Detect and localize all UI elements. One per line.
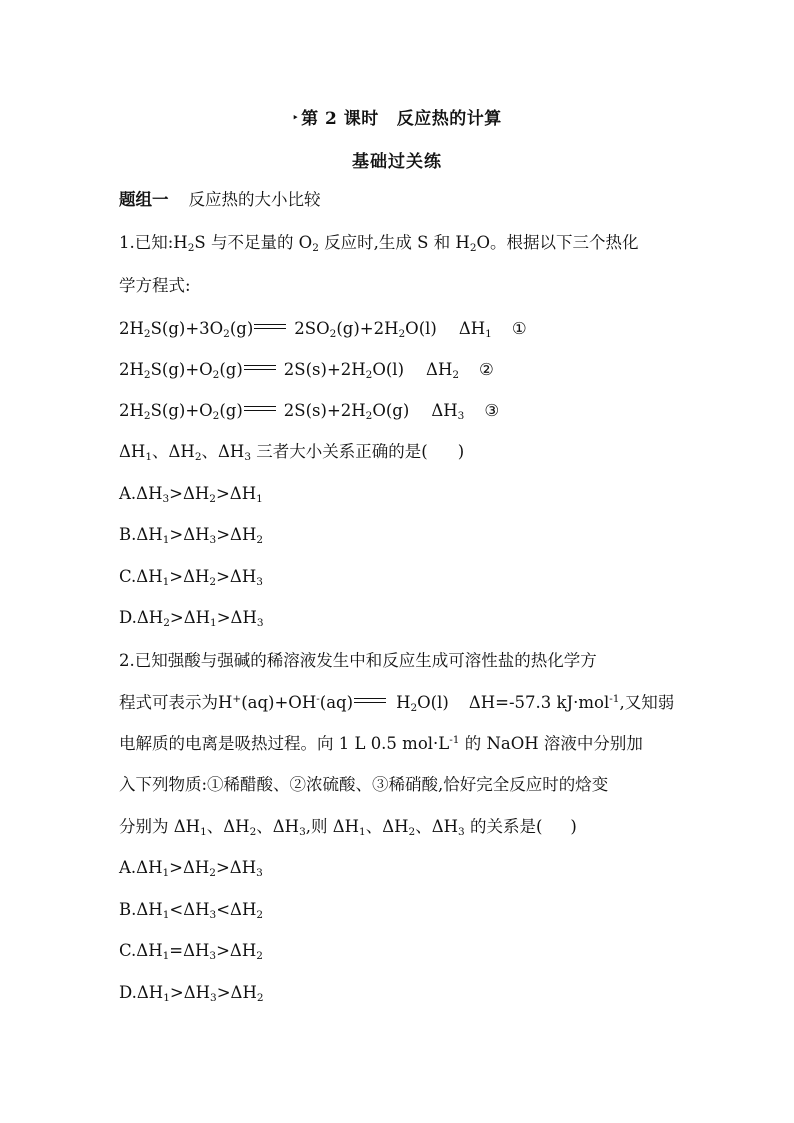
- q1-option-d[interactable]: $D.\Delta H_2>\Delta H_1>\Delta H_3$: [119, 608, 264, 629]
- lesson-title: ‣ 第 2 课时 反应热的计算: [292, 109, 502, 129]
- q1-option-a[interactable]: $A.\Delta H_3>\Delta H_2>\Delta H_1$: [119, 484, 263, 505]
- section-title: 基础过关练: [352, 152, 442, 172]
- q1-option-b[interactable]: $B.\Delta H_1>\Delta H_3>\Delta H_2$: [119, 525, 264, 546]
- q1-option-c[interactable]: $C.\Delta H_1>\Delta H_2>\Delta H_3$: [119, 567, 263, 588]
- equals-arrow-icon: [254, 324, 286, 329]
- equals-arrow-icon: [244, 365, 276, 370]
- q2-stem-line2: 程式可表示为H+(aq)+OH-(aq) $H_2O(l)$ ΔH=-57.3 kJ·mol$^{-1}$,又知弱: [119, 693, 675, 714]
- group-heading: 题组一 反应热的大小比较: [119, 190, 321, 209]
- q2-stem-line4: 入下列物质:①稀醋酸、②浓硫酸、③稀硝酸,恰好完全反应时的焓变: [119, 775, 609, 794]
- equals-arrow-icon: [244, 406, 276, 411]
- q1-equation-2: $2H_2S(g)+O_2(g)$ $2S(s)+2H_2O(l)$ $\Delta H_2$ ②: [119, 360, 494, 381]
- marker-icon: ‣: [292, 113, 300, 124]
- q1-stem-line1: 1.已知$:H_2S$ 与不足量的 $O_2$ 反应时,生成 S 和 $H_2O$。根据以下三个热化: [119, 233, 639, 254]
- q1-equation-1: $2H_2S(g)+3O_2(g)$ $2SO_2(g)+2H_2O(l)$ $\Delta H_1$ ①: [119, 319, 527, 340]
- q1-question: $\Delta H_1$、$\Delta H_2$、$\Delta H_3$ 三者大小关系正确的是( ): [119, 442, 465, 463]
- q2-option-d[interactable]: $D.\Delta H_1>\Delta H_3>\Delta H_2$: [119, 983, 264, 1004]
- q2-option-b[interactable]: $B.\Delta H_1<\Delta H_3<\Delta H_2$: [119, 900, 264, 921]
- q2-stem-line1: 2.已知强酸与强碱的稀溶液发生中和反应生成可溶性盐的热化学方: [119, 651, 597, 670]
- q1-equation-3: $2H_2S(g)+O_2(g)$ $2S(s)+2H_2O(g)$ $\Delta H_3$ ③: [119, 401, 500, 422]
- q2-option-c[interactable]: $C.\Delta H_1=\Delta H_3>\Delta H_2$: [119, 941, 263, 962]
- q2-stem-line3: 电解质的电离是吸热过程。向 1 L 0.5 $mol\cdot L^{-1}$ 的 NaOH 溶液中分别加: [119, 734, 643, 753]
- q2-option-a[interactable]: $A.\Delta H_1>\Delta H_2>\Delta H_3$: [119, 858, 263, 879]
- equals-arrow-icon: [354, 698, 386, 703]
- q2-stem-line5: 分别为 $\Delta H_1$、$\Delta H_2$、$\Delta H_3$,则 $\Delta H_1$、$\Delta H_2$、$\Delta H_3$ 的关系是( ): [119, 817, 577, 838]
- q1-stem-line2: 学方程式:: [119, 276, 191, 295]
